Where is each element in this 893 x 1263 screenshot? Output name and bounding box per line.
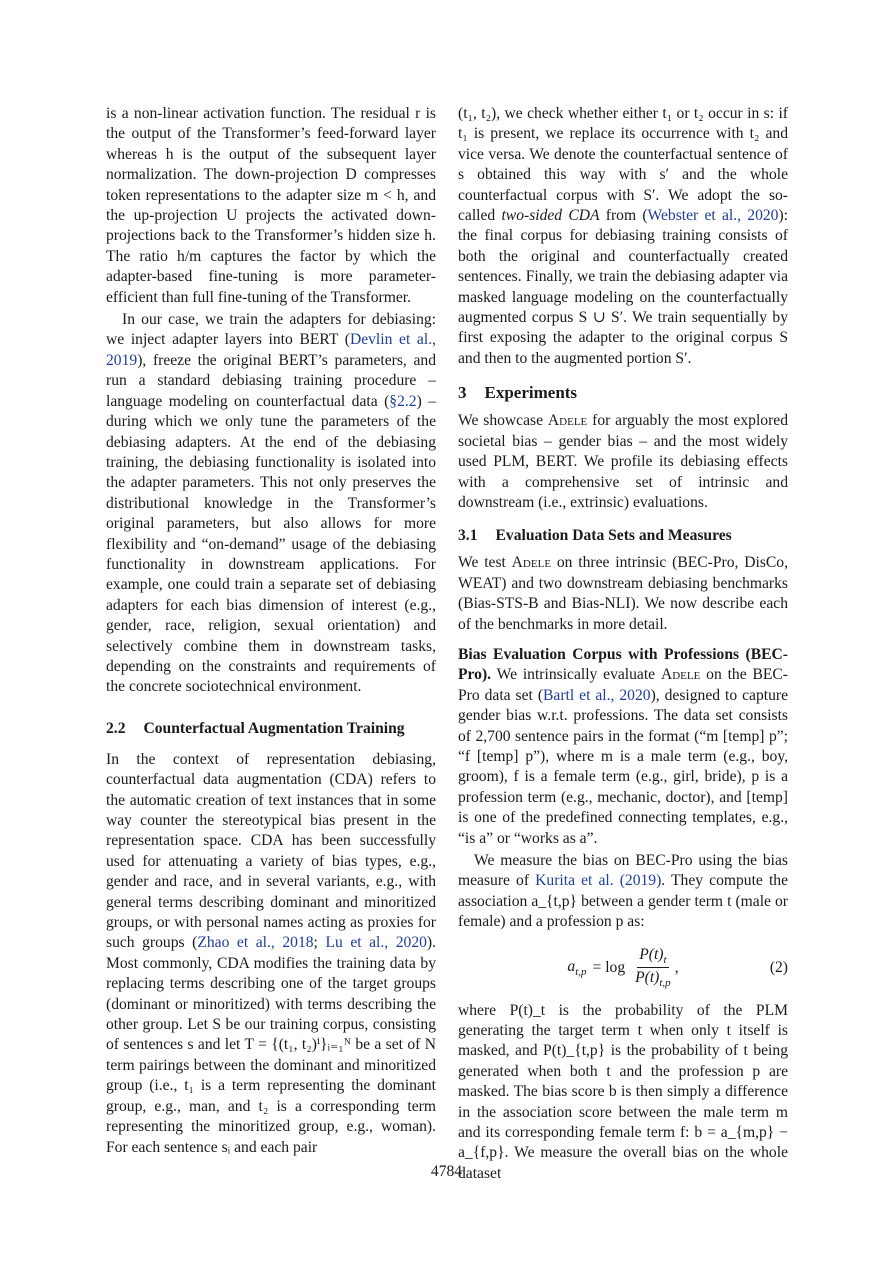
text: In our case, we train the adapters for debiasing: we inject adapter layers into BERT ( xyxy=(106,311,436,349)
method-name: Adele xyxy=(660,666,701,684)
paragraph-heading: Bias Evaluation Corpus with Professions (BEC-Pro). xyxy=(458,645,788,684)
text: on three intrinsic (BEC-Pro, DisCo, WEAT) and two downstream debiasing benchmarks (Bias-STS-B and Bias-NLI). We now describe each of the benchmarks in more detail. xyxy=(458,554,789,633)
section-title: Evaluation Data Sets and Measures xyxy=(495,527,732,545)
text: (t₁, t₂), we check whether either t₁ or t₂ occur in s: if t₁ is present, we replace its occurrence with t₂ and vice versa. We denote the counterfactual sentence of s obtained this way with s′ and the whole counterfactual corpus with S′. We adopt the so-called xyxy=(458,105,788,225)
eq-log: = log xyxy=(592,958,626,976)
paragraph-cda xyxy=(106,750,436,1158)
citation-kurita[interactable]: Kurita et al. (2019) xyxy=(535,872,662,890)
text: for arguably the most explored societal bias – gender bias – and the most widely used PLM, BERT. We profile its debiasing effects with a comprehensive set of intrinsic and downstream (i.e., extrinsic) evaluations. xyxy=(458,412,788,511)
section-heading-2-2 xyxy=(106,720,436,738)
paragraph-bias-measure xyxy=(458,851,788,933)
left-column xyxy=(106,104,436,1158)
citation-zhao[interactable]: Zhao et al., 2018 xyxy=(197,934,314,952)
section-heading-3 xyxy=(458,383,788,403)
equation-number: (2) xyxy=(769,958,788,976)
paragraph-adapter-debiasing xyxy=(106,310,436,698)
paragraph-adapter-definition: is a non-linear activation function. The residual r is the output of the Transformer’s feed-forward layer whereas h is the output of the subsequent layer normalization. The down-projection D compresses token representations to the adapter size m < h, and the up-projection U projects the activated down-projections back to the Transformer’s hidden size h. The ratio h/m captures the factor by which the adapter-based fine-tuning is more parameter-efficient than full fine-tuning of the Transformer. xyxy=(106,105,436,306)
eq-numerator: $P(t)_t$ xyxy=(639,946,667,967)
section-ref-2-2[interactable]: §2.2 xyxy=(389,392,417,410)
section-title: Counterfactual Augmentation Training xyxy=(143,719,405,737)
text: ). Most commonly, CDA modifies the training data by replacing terms describing one of the target groups (dominant or minoritized) with terms describing the other group. Let S be our training corpus, consisting of sentences s and let T = {(t₁, t₂)ⁱ}ᵢ₌₁ᴺ be a set of N term pairings between the dominant and minoritized group (i.e., t₁ is a term representing the dominant group, e.g., man, and t₂ is a corresponding term representing the minoritized group, e.g., woman). For each sentence sᵢ and each pair xyxy=(106,934,437,1156)
emphasis: two-sided CDA xyxy=(501,207,600,225)
method-name: Adele xyxy=(547,412,588,430)
text: ), freeze the original BERT’s parameters, and run a standard debiasing training procedure – language modeling on counterfactual data ( xyxy=(106,351,436,410)
paragraph-bias-score: where P(t)_t is the probability of the PLM generating the target term t when only t itself is masked, and P(t)_{t,p} is the probability of t being generated when both t and the profession p are masked. The bias score b is then simply a difference in the association score between the male term m and its corresponding female term f: b = a_{m,p} − a_{f,p}. We measure the overall bias on the whole dataset xyxy=(458,1001,788,1182)
text: We test xyxy=(458,554,512,572)
text: ), designed to capture gender bias w.r.t. professions. The data set consists of 2,700 sentence pairs in the format (“m [temp] p”; “f [temp] p”), where m is a male term (e.g., boy, groom), f is a female term (e.g., girl, bride), p is a profession term (e.g., mechanic, doctor), and [temp] is one of the predefined connecting templates, e.g., “is a” or “works as a”. xyxy=(458,686,788,847)
paragraph-cda-continued xyxy=(458,104,788,369)
eq-comma: , xyxy=(674,958,679,976)
citation-webster[interactable]: Webster et al., 2020 xyxy=(647,207,779,225)
text: ): the final corpus for debiasing training consists of both the original and counterfactually created sentences. Finally, we train the debiasing adapter via masked language modeling on the counterfactually augmented corpus S ∪ S′. We train sequentially by first exposing the adapter to the original corpus S and then to the augmented portion S′. xyxy=(458,207,788,367)
text: . They compute the association a_{t,p} between a gender term t (male or female) and a profession p as: xyxy=(458,872,788,931)
citation-lu[interactable]: Lu et al., 2020 xyxy=(325,934,427,952)
section-number: 3.1 xyxy=(458,527,478,545)
method-name: Adele xyxy=(511,554,552,572)
text: We measure the bias on BEC-Pro using the bias measure of xyxy=(458,852,788,890)
eq-lhs: $a_{t,p}$ xyxy=(567,957,587,978)
section-heading-3-1 xyxy=(458,527,788,545)
text: We showcase xyxy=(458,412,548,430)
text: on the BEC-Pro data set ( xyxy=(458,666,788,704)
citation-bartl[interactable]: Bartl et al., 2020 xyxy=(543,686,651,704)
citation-devlin[interactable]: Devlin et al., 2019 xyxy=(106,331,436,369)
text: ) – during which we only tune the parameters of the debiasing adapters. At the end of the debiasing training, the debiasing functionality is isolated into the adapter parameters. This not only preserves the distributional knowledge in the Transformer’s original parameters, but also allows for more flexibility and “on-demand” usage of the debiasing functionality in downstream applications. For example, one could train a separate set of debiasing adapters for each bias dimension of interest (e.g., gender, race, religion, sexual orientation) and selectively combine them in downstream tasks, depending on the constraints and requirements of the concrete sociotechnical environment. xyxy=(106,392,436,696)
section-number: 3 xyxy=(458,383,467,403)
equation-2 xyxy=(458,941,788,995)
text: from ( xyxy=(599,207,648,225)
text: In the context of representation debiasing, counterfactual data augmentation (CDA) refers to the automatic creation of text instances that in some way counter the stereotypical bias present in the representation space. CDA has been successfully used for attenuating a variety of bias types, e.g., gender and race, and in several variants, e.g., with general terms describing dominant and minoritized groups, or with personal names acting as proxies for such groups ( xyxy=(106,750,436,952)
section-title: Experiments xyxy=(484,383,578,403)
paragraph-experiments xyxy=(458,411,788,513)
section-number: 2.2 xyxy=(106,719,126,737)
right-column xyxy=(458,104,788,1184)
paragraph-benchmarks xyxy=(458,553,788,635)
page-number: 4784 xyxy=(430,1163,463,1180)
eq-denominator: $P(t)_{t,p}$ xyxy=(635,969,671,990)
paragraph-bec-pro xyxy=(458,645,788,849)
text: We intrinsically evaluate xyxy=(491,666,661,684)
text: ; xyxy=(313,934,326,952)
eq-fraction xyxy=(635,946,671,989)
